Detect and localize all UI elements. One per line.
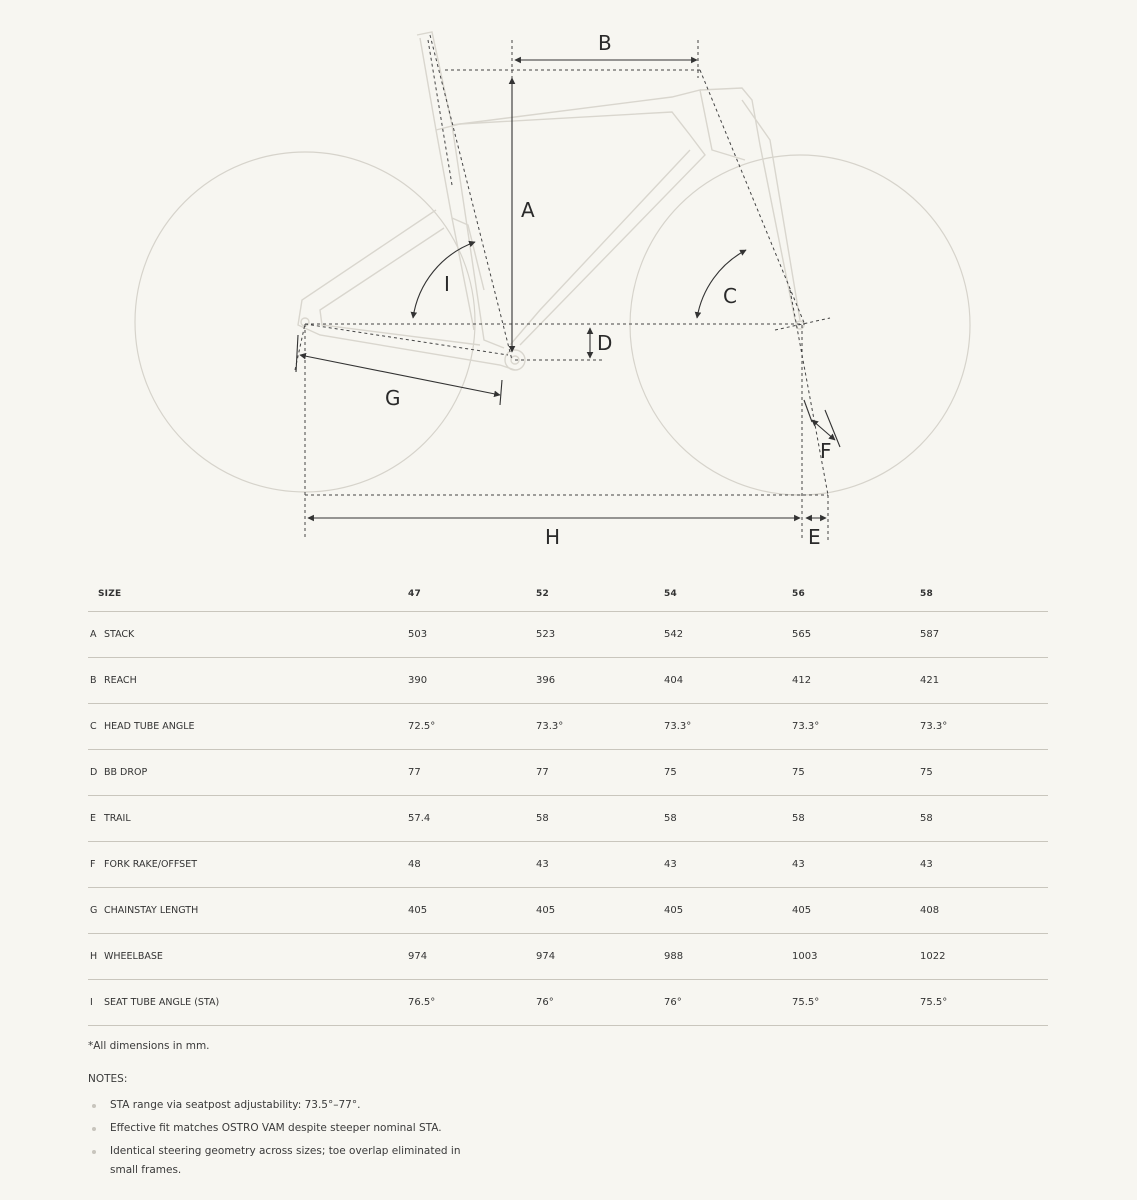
row-name: HEAD TUBE ANGLE xyxy=(104,721,195,732)
cell: 72.5° xyxy=(408,704,536,750)
row-label xyxy=(88,934,408,980)
row-label xyxy=(88,796,408,842)
cell: 58 xyxy=(664,796,792,842)
label-i: I xyxy=(444,272,450,296)
size-col: 56 xyxy=(792,577,920,612)
label-a: A xyxy=(521,198,535,222)
notes-list xyxy=(88,1096,488,1184)
note-text: STA range via seatpost adjustability: 73.5°–77°. xyxy=(110,1099,361,1111)
cell: 988 xyxy=(664,934,792,980)
cell: 396 xyxy=(536,658,664,704)
cell: 405 xyxy=(536,888,664,934)
table-row xyxy=(88,796,1048,842)
cell: 73.3° xyxy=(536,704,664,750)
cell: 75.5° xyxy=(792,980,920,1026)
cell: 58 xyxy=(792,796,920,842)
size-col: 58 xyxy=(920,577,1048,612)
note-item xyxy=(88,1119,488,1138)
row-letter: H xyxy=(90,951,98,962)
cell: 73.3° xyxy=(920,704,1048,750)
table-row xyxy=(88,888,1048,934)
label-f: F xyxy=(820,439,832,463)
table-header-row xyxy=(88,577,1048,612)
label-b: B xyxy=(598,31,612,55)
row-letter: B xyxy=(90,675,97,686)
cell: 1003 xyxy=(792,934,920,980)
cell: 405 xyxy=(792,888,920,934)
notes-title: NOTES: xyxy=(88,1073,128,1085)
row-name: FORK RAKE/OFFSET xyxy=(104,859,198,870)
row-letter: I xyxy=(90,997,93,1008)
row-name: REACH xyxy=(104,675,137,686)
row-label xyxy=(88,980,408,1026)
cell: 75.5° xyxy=(920,980,1048,1026)
cell: 73.3° xyxy=(664,704,792,750)
bullet-icon xyxy=(92,1127,96,1131)
table-row xyxy=(88,612,1048,658)
row-letter: G xyxy=(90,905,98,916)
note-text: Effective fit matches OSTRO VAM despite steeper nominal STA. xyxy=(110,1122,442,1134)
cell: 404 xyxy=(664,658,792,704)
cell: 77 xyxy=(536,750,664,796)
label-d: D xyxy=(597,331,613,355)
cell: 43 xyxy=(792,842,920,888)
label-g: G xyxy=(385,386,401,410)
table-row xyxy=(88,934,1048,980)
row-label xyxy=(88,658,408,704)
label-c: C xyxy=(723,284,737,308)
row-name: TRAIL xyxy=(104,813,131,824)
cell: 76° xyxy=(664,980,792,1026)
cell: 57.4 xyxy=(408,796,536,842)
cell: 48 xyxy=(408,842,536,888)
row-name: WHEELBASE xyxy=(104,951,163,962)
row-label xyxy=(88,750,408,796)
cell: 58 xyxy=(920,796,1048,842)
table-row xyxy=(88,842,1048,888)
cell: 390 xyxy=(408,658,536,704)
note-text: Identical steering geometry across sizes; toe overlap eliminated in small frames. xyxy=(110,1145,461,1176)
dimension-arrows xyxy=(296,60,840,518)
row-label xyxy=(88,888,408,934)
cell: 75 xyxy=(664,750,792,796)
label-e: E xyxy=(808,525,821,549)
cell: 974 xyxy=(408,934,536,980)
cell: 412 xyxy=(792,658,920,704)
cell: 58 xyxy=(536,796,664,842)
cell: 587 xyxy=(920,612,1048,658)
row-name: SEAT TUBE ANGLE (STA) xyxy=(104,997,220,1008)
cell: 565 xyxy=(792,612,920,658)
bullet-icon xyxy=(92,1104,96,1108)
cell: 75 xyxy=(920,750,1048,796)
table-row xyxy=(88,658,1048,704)
row-letter: C xyxy=(90,721,97,732)
geometry-diagram xyxy=(0,0,1137,560)
cell: 542 xyxy=(664,612,792,658)
table-row xyxy=(88,704,1048,750)
cell: 77 xyxy=(408,750,536,796)
cell: 43 xyxy=(536,842,664,888)
row-name: BB DROP xyxy=(104,767,148,778)
size-header: SIZE xyxy=(88,577,408,612)
cell: 73.3° xyxy=(792,704,920,750)
label-h: H xyxy=(545,525,561,549)
cell: 43 xyxy=(920,842,1048,888)
row-letter: E xyxy=(90,813,97,824)
row-name: CHAINSTAY LENGTH xyxy=(104,905,199,916)
cell: 974 xyxy=(536,934,664,980)
note-item xyxy=(88,1142,488,1180)
cell: 503 xyxy=(408,612,536,658)
cell: 43 xyxy=(664,842,792,888)
bullet-icon xyxy=(92,1150,96,1154)
geometry-table xyxy=(88,577,1048,1026)
cell: 75 xyxy=(792,750,920,796)
size-col: 54 xyxy=(664,577,792,612)
cell: 405 xyxy=(664,888,792,934)
row-label xyxy=(88,704,408,750)
table-row xyxy=(88,750,1048,796)
row-label xyxy=(88,612,408,658)
cell: 421 xyxy=(920,658,1048,704)
note-item xyxy=(88,1096,488,1115)
table-row xyxy=(88,980,1048,1026)
cell: 76.5° xyxy=(408,980,536,1026)
cell: 523 xyxy=(536,612,664,658)
cell: 405 xyxy=(408,888,536,934)
cell: 408 xyxy=(920,888,1048,934)
row-letter: F xyxy=(90,859,96,870)
row-letter: A xyxy=(90,629,97,640)
row-label xyxy=(88,842,408,888)
size-col: 47 xyxy=(408,577,536,612)
footnote: *All dimensions in mm. xyxy=(88,1040,210,1052)
row-name: STACK xyxy=(104,629,135,640)
cell: 1022 xyxy=(920,934,1048,980)
cell: 76° xyxy=(536,980,664,1026)
bike-frame xyxy=(298,32,804,370)
size-col: 52 xyxy=(536,577,664,612)
row-letter: D xyxy=(90,767,98,778)
